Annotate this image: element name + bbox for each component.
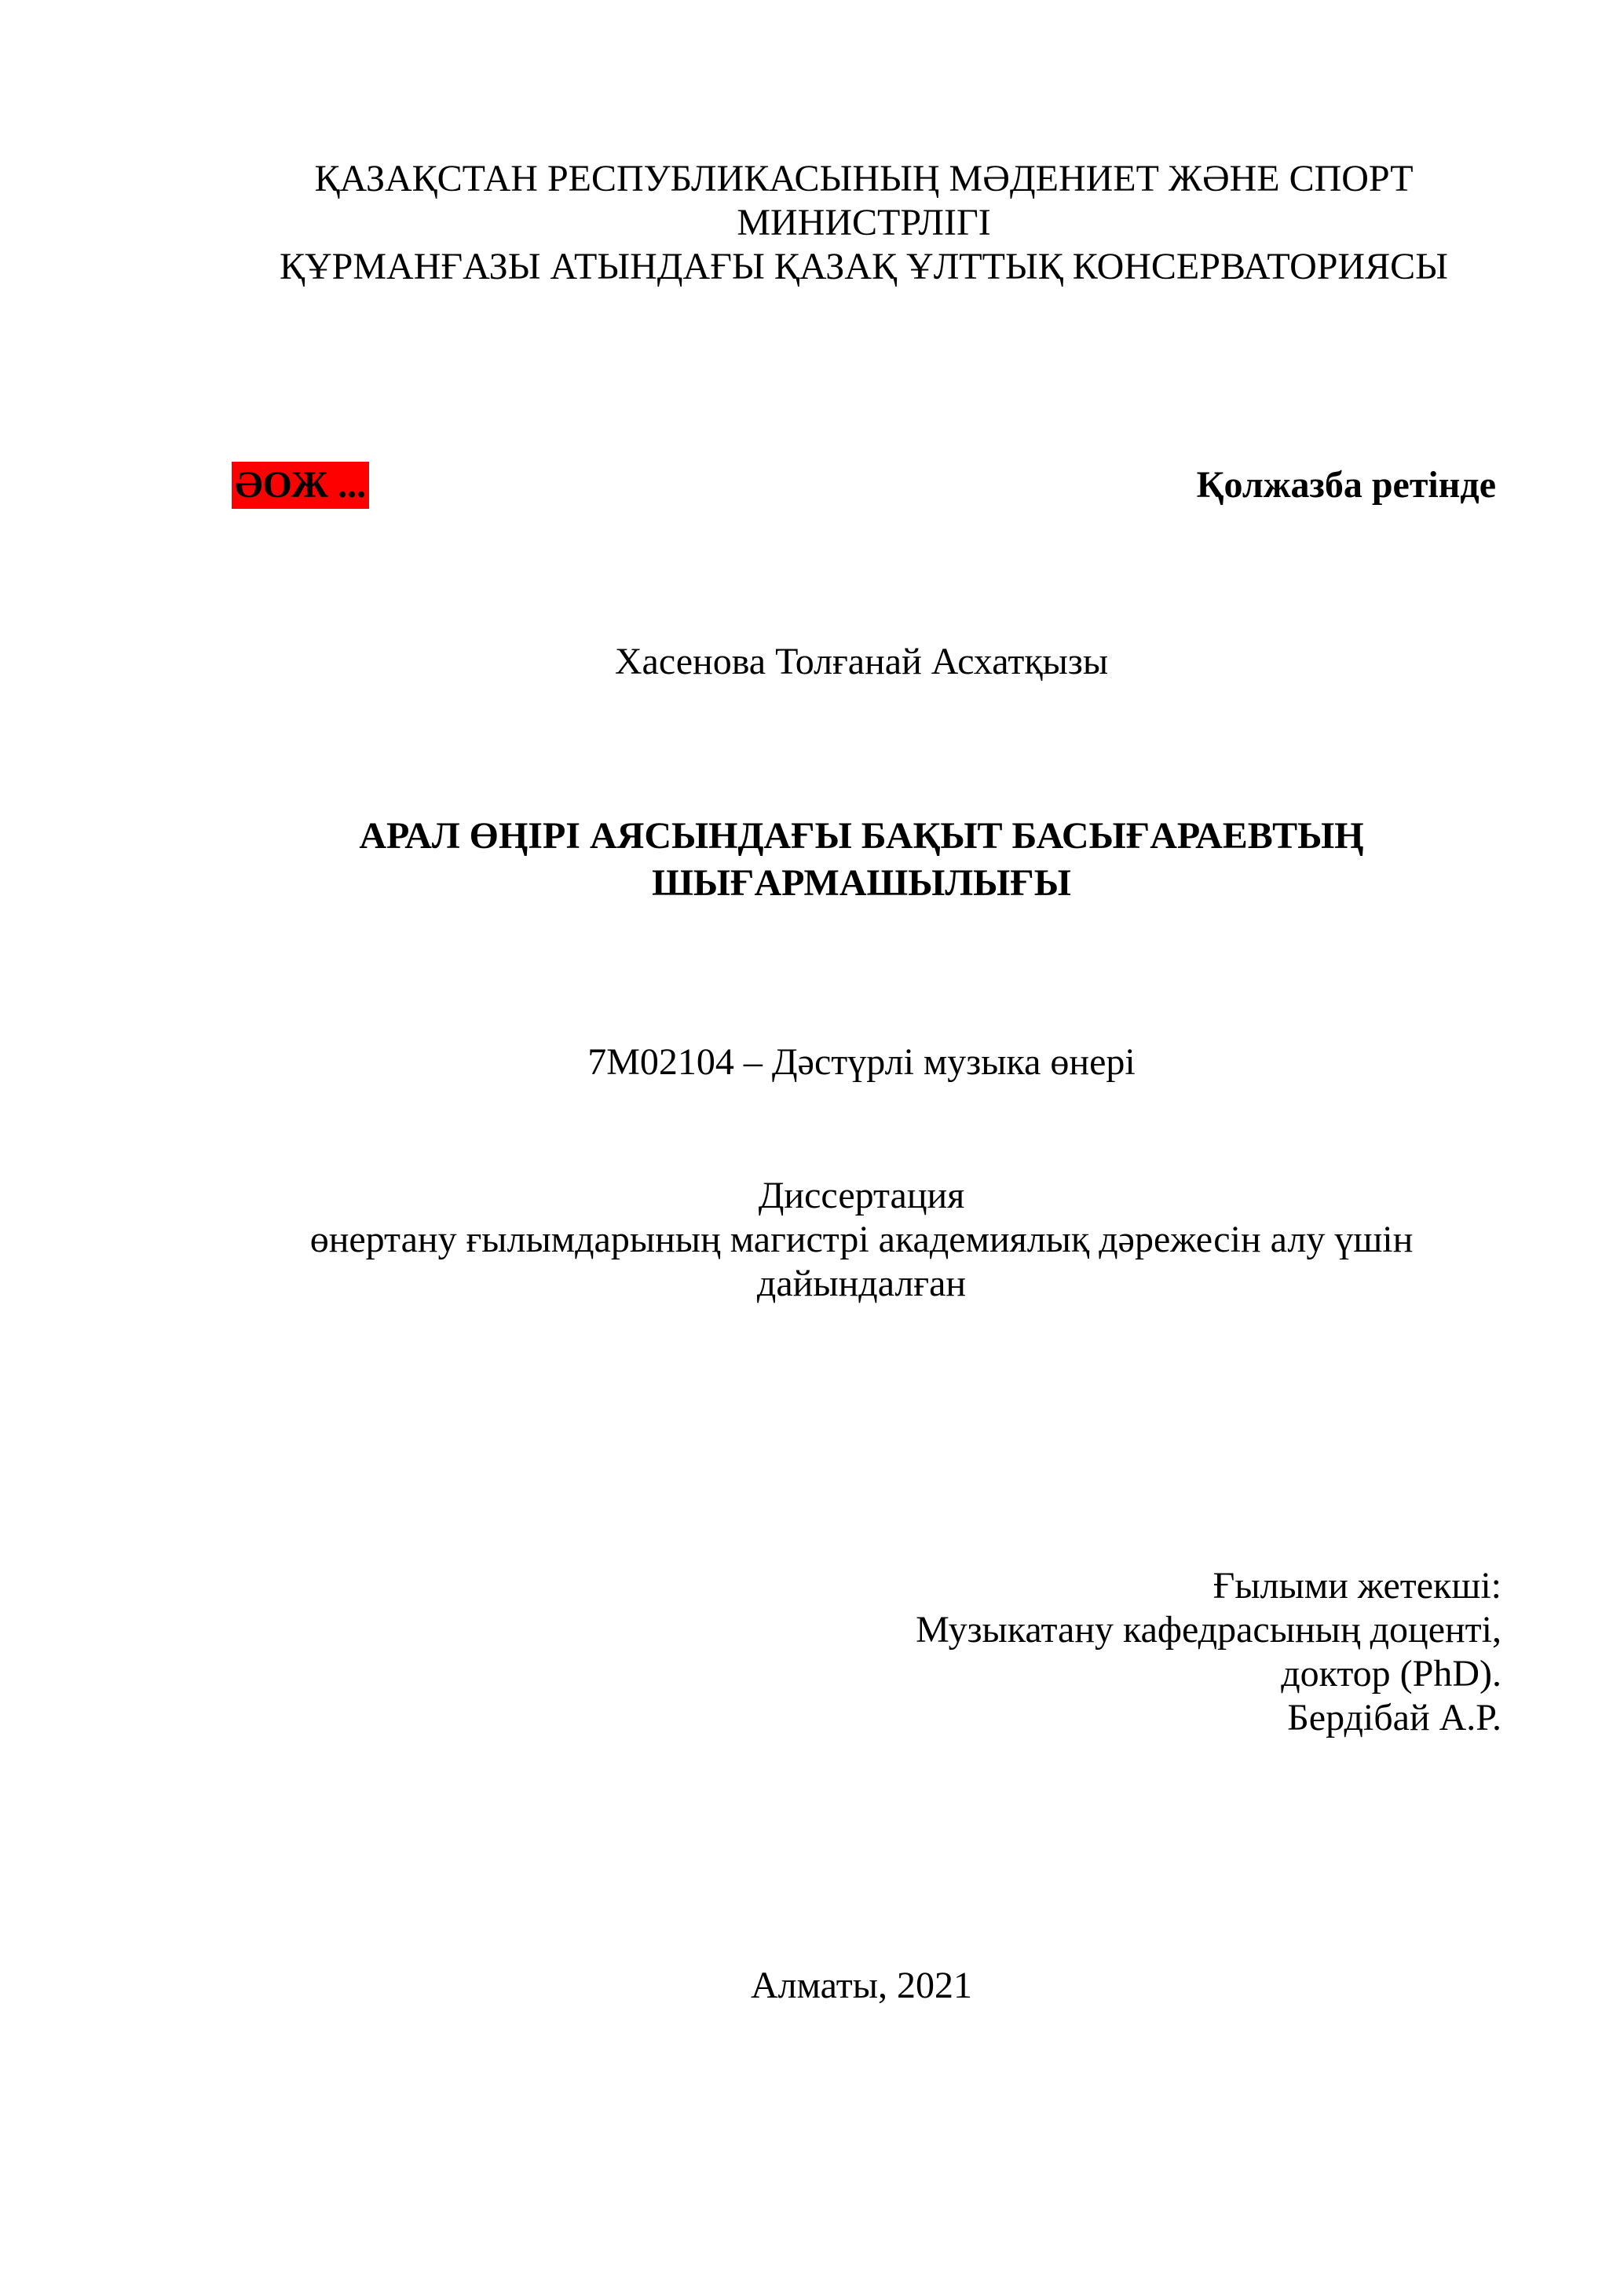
header-line-2: МИНИСТРЛІГІ	[737, 202, 991, 243]
ministry-header	[16, 157, 1624, 289]
city-year: Алматы, 2021	[751, 1965, 972, 2006]
manuscript-label: Қолжазба ретінде	[1196, 464, 1496, 506]
supervisor-line-1: Ғылыми жетекші:	[1213, 1565, 1501, 1607]
dissertation-line-1: Диссертация	[758, 1175, 965, 1216]
dissertation-line-2: өнертану ғылымдарының магистрі академиялық дәрежесін алу үшін	[309, 1219, 1414, 1260]
udc-code: ӘОЖ ...	[232, 462, 369, 509]
supervisor-info	[916, 1564, 1501, 1740]
title-line-2: ШЫҒАРМАШЫЛЫҒЫ	[652, 862, 1071, 904]
supervisor-line-2: Музыкатану кафедрасының доценті,	[916, 1609, 1501, 1651]
author-name: Хасенова Толғанай Асхатқызы	[614, 641, 1109, 682]
dissertation-line-3: дайындалған	[756, 1263, 967, 1304]
dissertation-description	[0, 1174, 1624, 1306]
dissertation-title	[0, 813, 1624, 907]
specialty-code: 7M02104 – Дәстүрлі музыка өнері	[587, 1041, 1136, 1083]
header-line-1: ҚАЗАҚСТАН РЕСПУБЛИКАСЫНЫҢ МӘДЕНИЕТ ЖӘНЕ СПОРТ	[314, 158, 1414, 199]
supervisor-line-4: Бердібай А.Р.	[1287, 1697, 1501, 1738]
title-line-1: АРАЛ ӨҢІРІ АЯСЫНДАҒЫ БАҚЫТ БАСЫҒАРАЕВТЫҢ	[359, 815, 1364, 857]
header-line-3: ҚҰРМАНҒАЗЫ АТЫНДАҒЫ ҚАЗАҚ ҰЛТТЫҚ КОНСЕРВАТОРИЯСЫ	[280, 246, 1448, 287]
supervisor-line-3: доктор (PhD).	[1281, 1653, 1501, 1695]
